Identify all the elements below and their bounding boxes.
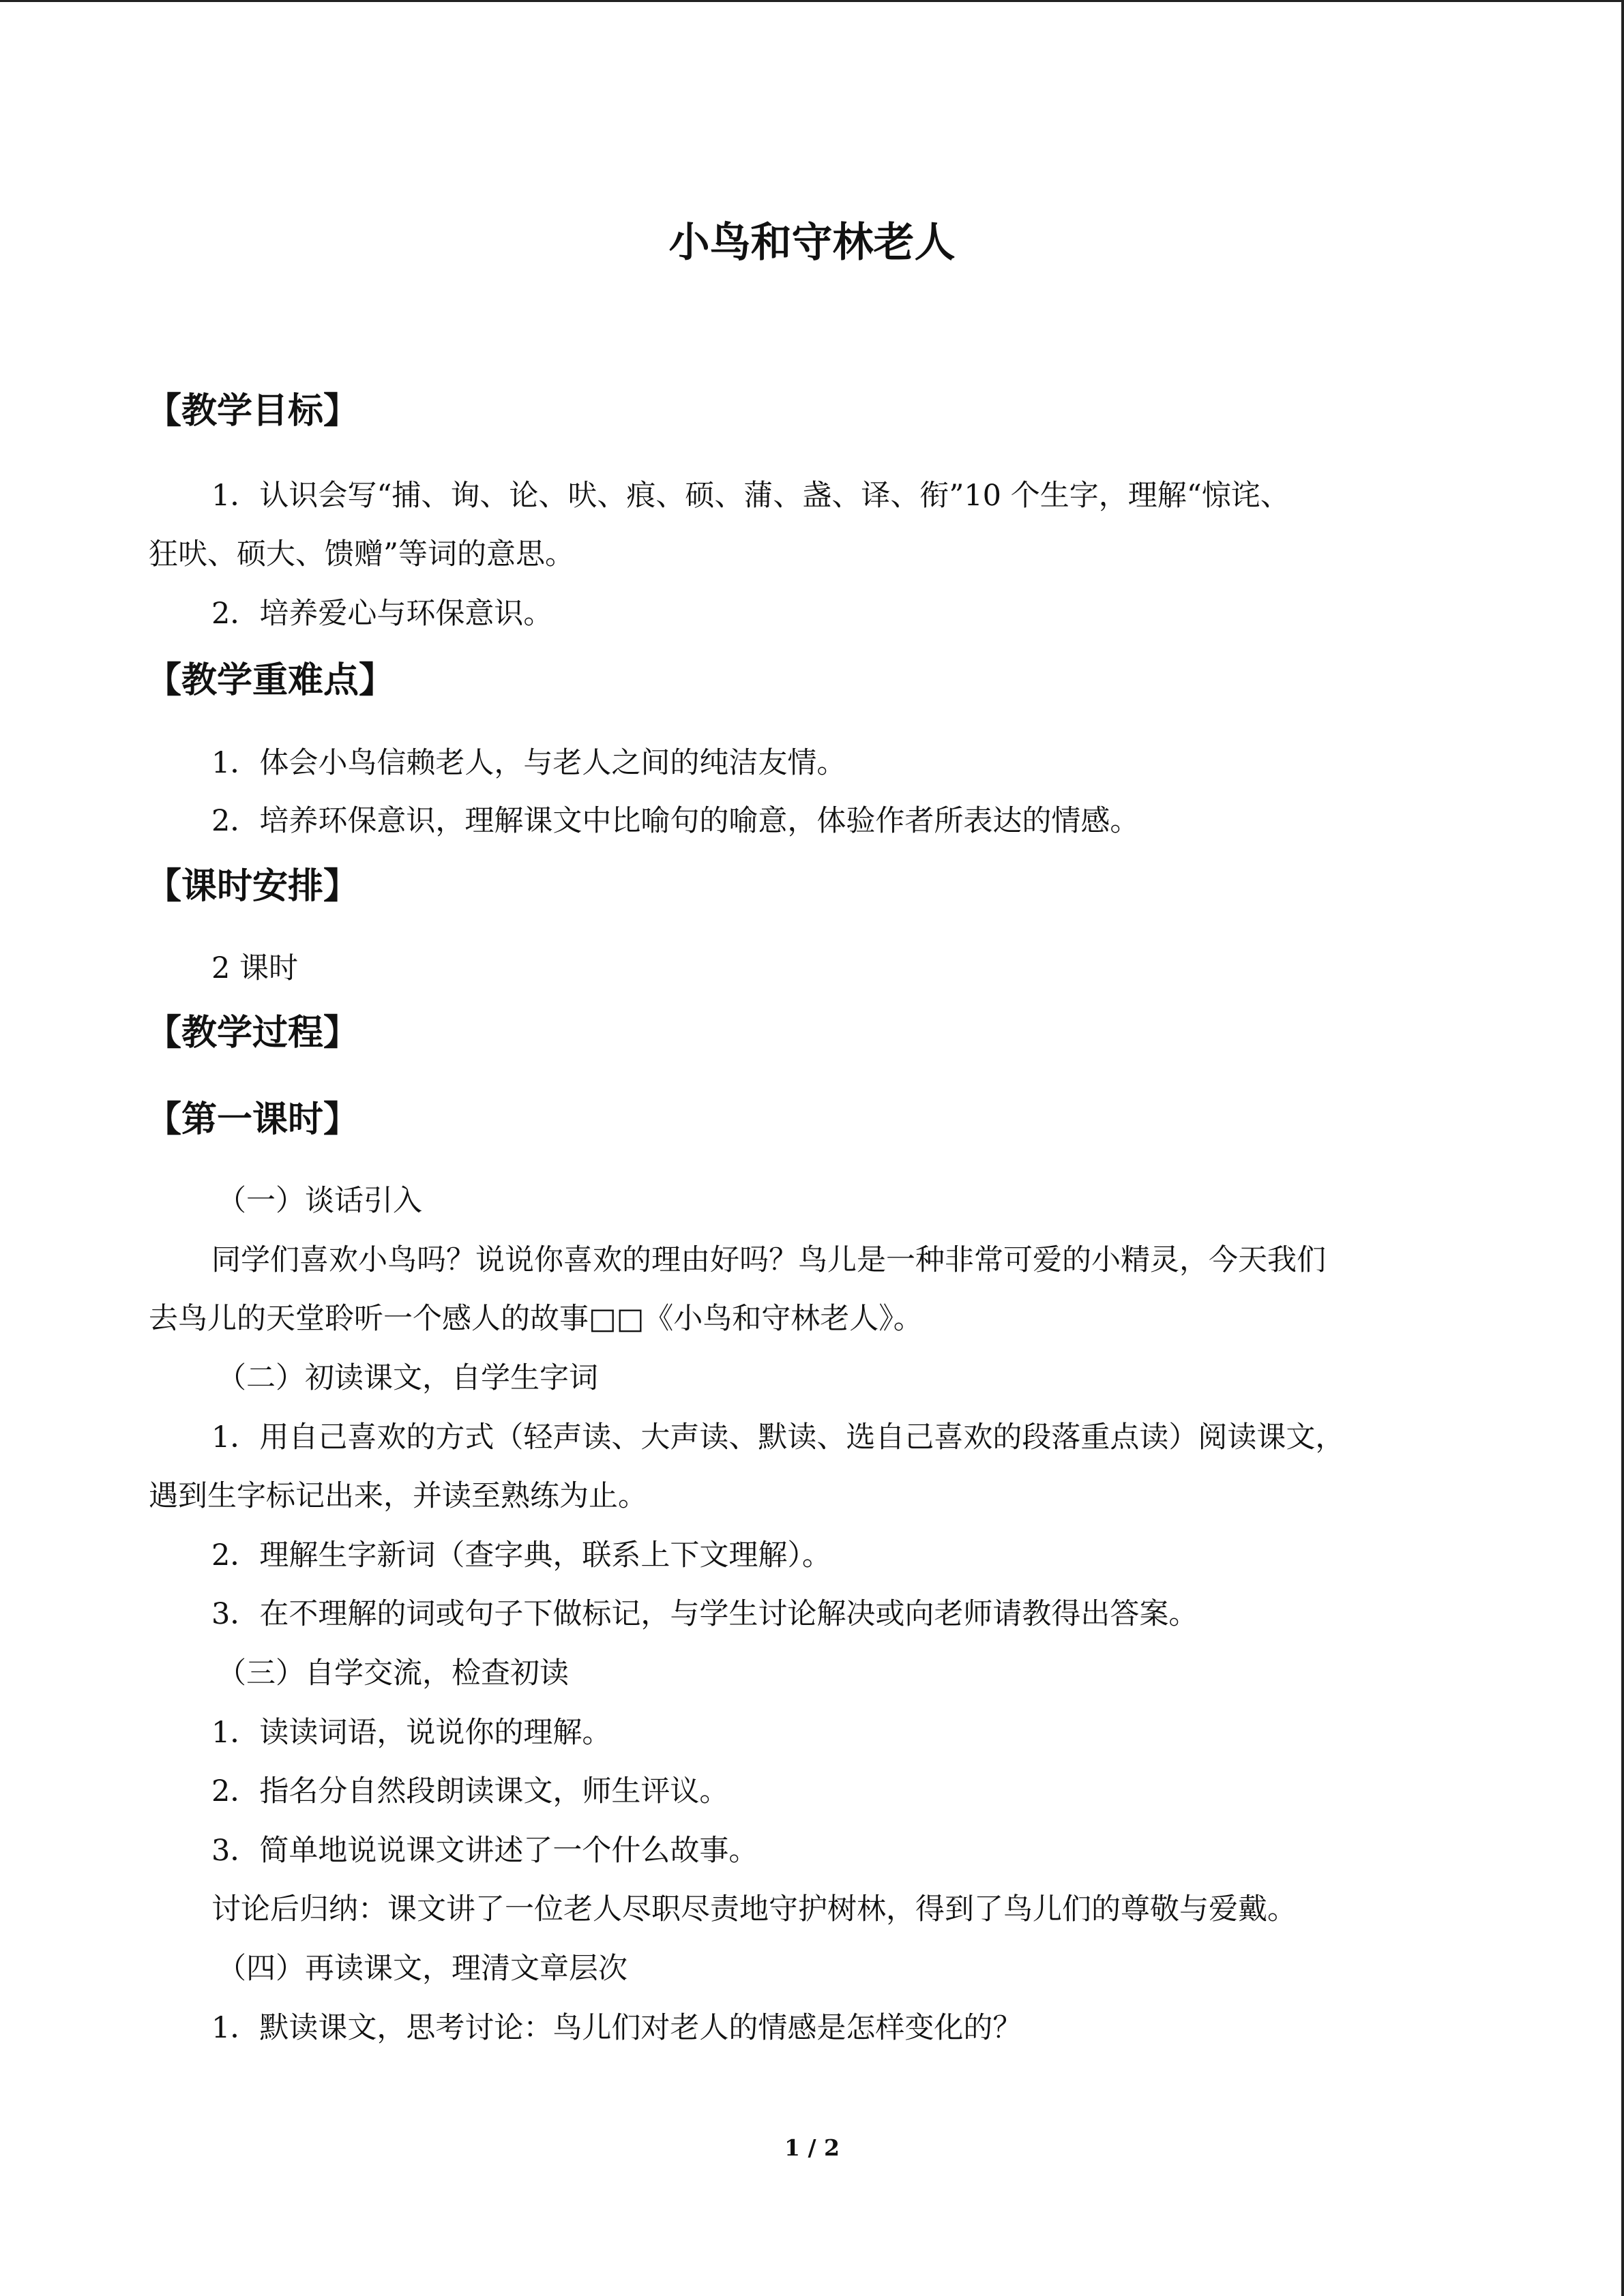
lesson-line-10: 1．读读词语，说说你的理解。 xyxy=(211,1716,612,1750)
heading-schedule: 【课时安排】 xyxy=(146,866,359,907)
heading-lesson-one: 【第一课时】 xyxy=(146,1099,359,1140)
lesson-line-9: （三）自学交流，检查初读 xyxy=(217,1656,569,1690)
lesson-line-15: 1．默读课文，思考讨论：鸟儿们对老人的情感是怎样变化的？ xyxy=(211,2011,1022,2045)
key-point-line-1: 1．体会小鸟信赖老人，与老人之间的纯洁友情。 xyxy=(211,746,846,780)
lesson-line-11: 2．指名分自然段朗读课文，师生评议。 xyxy=(211,1774,729,1808)
heading-objectives: 【教学目标】 xyxy=(146,391,359,432)
lesson-line-8: 3．在不理解的词或句子下做标记，与学生讨论解决或向老师请教得出答案。 xyxy=(211,1597,1198,1631)
lesson-line-6: 遇到生字标记出来，并读至熟练为止。 xyxy=(149,1479,647,1513)
objective-line-1: 1．认识会写“捕、询、论、吠、痕、硕、蒲、盏、译、衔”10 个生字，理解“惊诧、 xyxy=(211,479,1290,513)
page-right-border xyxy=(1621,0,1624,2296)
lesson-line-7: 2．理解生字新词（查字典，联系上下文理解）。 xyxy=(211,1538,831,1572)
lesson-line-1: （一）谈话引入 xyxy=(217,1184,422,1218)
page-top-border xyxy=(0,0,1624,2)
lesson-line-5: 1．用自己喜欢的方式（轻声读、大声读、默读、选自己喜欢的段落重点读）阅读课文， xyxy=(211,1420,1345,1455)
key-point-line-2: 2．培养环保意识，理解课文中比喻句的喻意，体验作者所表达的情感。 xyxy=(211,804,1140,838)
lesson-line-12: 3．简单地说说课文讲述了一个什么故事。 xyxy=(211,1834,758,1868)
page-title: 小鸟和守林老人 xyxy=(668,219,956,267)
lesson-line-4: （二）初读课文，自学生字词 xyxy=(217,1361,598,1395)
heading-process: 【教学过程】 xyxy=(146,1013,359,1054)
lesson-line-2: 同学们喜欢小鸟吗？说说你喜欢的理由好吗？鸟儿是一种非常可爱的小精灵，今天我们 xyxy=(211,1243,1326,1277)
heading-key-points: 【教学重难点】 xyxy=(146,660,395,701)
schedule-text: 2 课时 xyxy=(211,951,299,985)
lesson-line-3: 去鸟儿的天堂聆听一个感人的故事□□《小鸟和守林老人》。 xyxy=(149,1302,923,1336)
objective-line-1-cont: 狂吠、硕大、馈赠”等词的意思。 xyxy=(149,537,574,571)
objective-line-2: 2．培养爱心与环保意识。 xyxy=(211,597,553,631)
page-number: 1 / 2 xyxy=(784,2134,840,2161)
lesson-line-14: （四）再读课文，理清文章层次 xyxy=(217,1952,628,1986)
lesson-line-13: 讨论后归纳：课文讲了一位老人尽职尽责地守护树林，得到了鸟儿们的尊敬与爱戴。 xyxy=(211,1892,1297,1926)
